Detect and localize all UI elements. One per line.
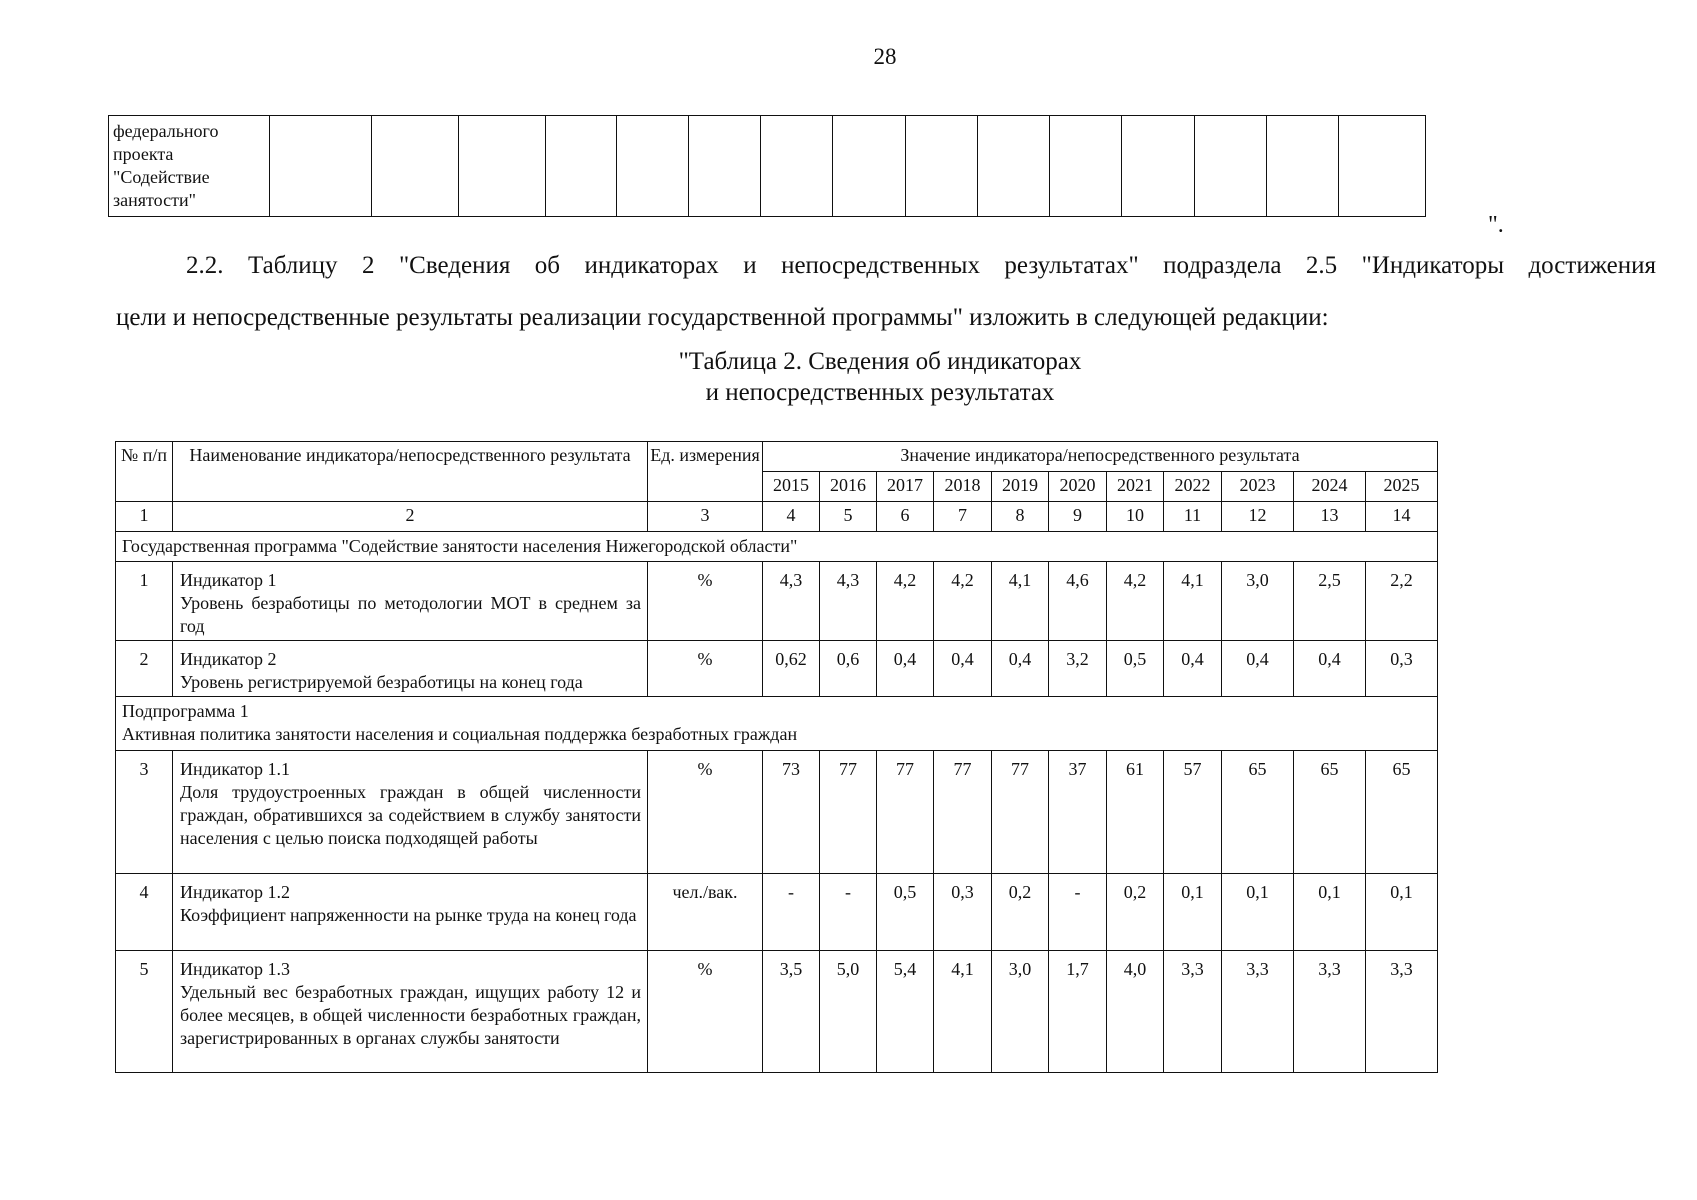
value-cell: 2,2 — [1366, 562, 1438, 641]
unit-cell: чел./вак. — [648, 874, 763, 951]
value-cell: 4,0 — [1107, 951, 1164, 1073]
table-row — [116, 641, 1438, 697]
header-unit: Ед. измерения — [648, 442, 763, 502]
header-values: Значение индикатора/непосредственного результата — [763, 442, 1438, 472]
value-cell: 0,3 — [934, 874, 992, 951]
value-cell: 4,1 — [934, 951, 992, 1073]
table-caption-line-1: "Таблица 2. Сведения об индикаторах — [678, 348, 1082, 375]
value-cell: 77 — [820, 751, 877, 874]
value-cell: 3,3 — [1366, 951, 1438, 1073]
value-cell: 65 — [1366, 751, 1438, 874]
value-cell: 0,62 — [763, 641, 820, 697]
indicators-table — [115, 441, 1438, 1073]
unit-cell: % — [648, 751, 763, 874]
value-cell: 4,2 — [934, 562, 992, 641]
table-caption — [560, 346, 1200, 408]
fragment-cell — [1267, 116, 1339, 217]
column-number: 8 — [992, 502, 1049, 532]
year-header: 2024 — [1294, 472, 1366, 502]
row-number: 2 — [116, 641, 173, 697]
column-number: 12 — [1222, 502, 1294, 532]
value-cell: 61 — [1107, 751, 1164, 874]
value-cell: 3,3 — [1222, 951, 1294, 1073]
indicator-name — [173, 951, 648, 1073]
value-cell: 4,2 — [1107, 562, 1164, 641]
value-cell: 0,5 — [1107, 641, 1164, 697]
fragment-cell — [1122, 116, 1195, 217]
value-cell: 0,2 — [992, 874, 1049, 951]
paragraph-line-1: 2.2. Таблицу 2 "Сведения об индикаторах и непосредственных результатах" подраздела 2.5 "Индикаторы достижения — [186, 252, 1656, 279]
value-cell: - — [820, 874, 877, 951]
value-cell: 4,3 — [820, 562, 877, 641]
value-cell: 5,0 — [820, 951, 877, 1073]
year-header: 2019 — [992, 472, 1049, 502]
header-number: № п/п — [116, 442, 173, 502]
fragment-cell — [617, 116, 689, 217]
indicator-title: Индикатор 2 — [180, 649, 277, 669]
year-header: 2023 — [1222, 472, 1294, 502]
table-row — [116, 951, 1438, 1073]
value-cell: 0,4 — [877, 641, 934, 697]
value-cell: 0,2 — [1107, 874, 1164, 951]
value-cell: 0,4 — [1294, 641, 1366, 697]
indicator-title: Индикатор 1.3 — [180, 959, 291, 979]
value-cell: 5,4 — [877, 951, 934, 1073]
unit-cell: % — [648, 562, 763, 641]
column-number: 10 — [1107, 502, 1164, 532]
value-cell: 65 — [1294, 751, 1366, 874]
value-cell: 3,0 — [992, 951, 1049, 1073]
fragment-cell — [459, 116, 546, 217]
year-header: 2018 — [934, 472, 992, 502]
year-header: 2016 — [820, 472, 877, 502]
unit-cell: % — [648, 951, 763, 1073]
indicator-description: Коэффициент напряженности на рынке труда на конец года — [180, 905, 637, 925]
value-cell: 3,2 — [1049, 641, 1107, 697]
fragment-cell — [1195, 116, 1267, 217]
fragment-cell — [906, 116, 978, 217]
indicator-title: Индикатор 1 — [180, 570, 277, 590]
indicator-title: Индикатор 1.2 — [180, 882, 291, 902]
subprogram-title — [116, 697, 1438, 751]
fragment-cell — [372, 116, 459, 217]
fragment-line: занятости" — [113, 190, 196, 210]
value-cell: 57 — [1164, 751, 1222, 874]
value-cell: 65 — [1222, 751, 1294, 874]
value-cell: 0,4 — [934, 641, 992, 697]
fragment-cell — [270, 116, 372, 217]
value-cell: 73 — [763, 751, 820, 874]
value-cell: 0,4 — [1222, 641, 1294, 697]
value-cell: 3,5 — [763, 951, 820, 1073]
table-row — [116, 562, 1438, 641]
fragment-cell — [1339, 116, 1426, 217]
fragment-cell — [546, 116, 617, 217]
header-name: Наименование индикатора/непосредственного результата — [173, 442, 648, 502]
column-number: 11 — [1164, 502, 1222, 532]
year-header: 2015 — [763, 472, 820, 502]
subprogram-title-line: Подпрограмма 1 — [122, 701, 249, 721]
closing-quote: ". — [1488, 212, 1504, 238]
value-cell: 0,3 — [1366, 641, 1438, 697]
year-header: 2021 — [1107, 472, 1164, 502]
value-cell: 0,4 — [1164, 641, 1222, 697]
indicator-name — [173, 641, 648, 697]
value-cell: 77 — [992, 751, 1049, 874]
column-number: 14 — [1366, 502, 1438, 532]
value-cell: 3,0 — [1222, 562, 1294, 641]
fragment-line: федерального — [113, 121, 219, 141]
value-cell: 0,1 — [1164, 874, 1222, 951]
row-number: 4 — [116, 874, 173, 951]
table-row — [116, 874, 1438, 951]
value-cell: 77 — [934, 751, 992, 874]
value-cell: 4,1 — [992, 562, 1049, 641]
row-number: 5 — [116, 951, 173, 1073]
value-cell: 2,5 — [1294, 562, 1366, 641]
column-number: 9 — [1049, 502, 1107, 532]
value-cell: 4,1 — [1164, 562, 1222, 641]
value-cell: 3,3 — [1294, 951, 1366, 1073]
year-header: 2022 — [1164, 472, 1222, 502]
table-row — [116, 751, 1438, 874]
value-cell: 0,5 — [877, 874, 934, 951]
year-header: 2020 — [1049, 472, 1107, 502]
value-cell: 3,3 — [1164, 951, 1222, 1073]
value-cell: 4,2 — [877, 562, 934, 641]
value-cell: 37 — [1049, 751, 1107, 874]
value-cell: - — [763, 874, 820, 951]
indicator-description: Уровень безработицы по методологии МОТ в среднем за год — [180, 593, 641, 636]
year-header: 2017 — [877, 472, 934, 502]
value-cell: 77 — [877, 751, 934, 874]
value-cell: 1,7 — [1049, 951, 1107, 1073]
column-number: 5 — [820, 502, 877, 532]
column-number: 1 — [116, 502, 173, 532]
column-number: 2 — [173, 502, 648, 532]
fragment-line: проекта — [113, 144, 174, 164]
fragment-cell — [689, 116, 761, 217]
value-cell: 0,4 — [992, 641, 1049, 697]
column-numbers-row — [116, 502, 1438, 532]
column-number: 6 — [877, 502, 934, 532]
indicator-description: Доля трудоустроенных граждан в общей численности граждан, обратившихся за содействием в службу занятости населения с целью поиска подходящей работы — [180, 782, 641, 848]
indicator-description: Уровень регистрируемой безработицы на конец года — [180, 672, 583, 692]
fragment-table — [108, 115, 1426, 217]
value-cell: 4,3 — [763, 562, 820, 641]
value-cell: 0,1 — [1366, 874, 1438, 951]
fragment-cell — [761, 116, 833, 217]
value-cell: 0,1 — [1222, 874, 1294, 951]
year-header: 2025 — [1366, 472, 1438, 502]
value-cell: 4,6 — [1049, 562, 1107, 641]
fragment-cell — [978, 116, 1050, 217]
indicator-title: Индикатор 1.1 — [180, 759, 291, 779]
indicator-name — [173, 874, 648, 951]
value-cell: 0,1 — [1294, 874, 1366, 951]
indicator-description: Удельный вес безработных граждан, ищущих работу 12 и более месяцев, в общей численности безработных граждан, зарегистрированных в органах службы занятости — [180, 982, 641, 1048]
unit-cell: % — [648, 641, 763, 697]
value-cell: - — [1049, 874, 1107, 951]
indicator-name — [173, 751, 648, 874]
fragment-line: "Содействие — [113, 167, 210, 187]
fragment-cell — [1050, 116, 1122, 217]
fragment-first-cell — [109, 116, 270, 217]
table-caption-line-2: и непосредственных результатах — [705, 379, 1055, 406]
page-number: 28 — [873, 44, 897, 69]
value-cell: 0,6 — [820, 641, 877, 697]
indicator-name — [173, 562, 648, 641]
column-number: 4 — [763, 502, 820, 532]
subprogram-title-line: Активная политика занятости населения и социальная поддержка безработных граждан — [122, 724, 798, 744]
column-number: 3 — [648, 502, 763, 532]
paragraph-line-2: цели и непосредственные результаты реализации государственной программы" изложить в следующей редакции: — [116, 304, 1329, 331]
column-number: 7 — [934, 502, 992, 532]
column-number: 13 — [1294, 502, 1366, 532]
row-number: 3 — [116, 751, 173, 874]
program-title: Государственная программа "Содействие занятости населения Нижегородской области" — [116, 532, 1438, 562]
fragment-cell — [833, 116, 906, 217]
row-number: 1 — [116, 562, 173, 641]
